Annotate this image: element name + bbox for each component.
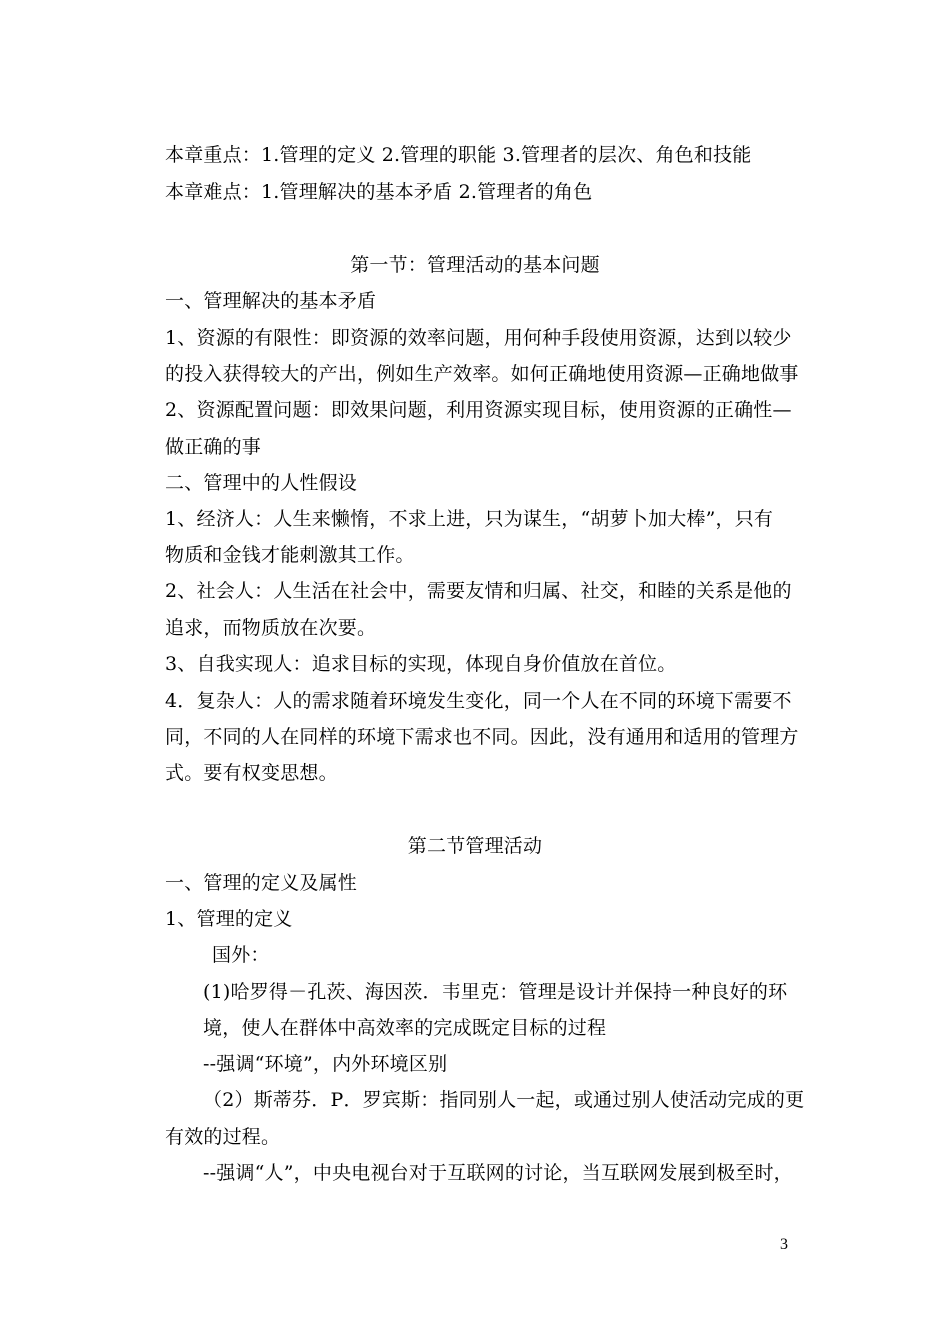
- definition-note: --强调“人”，中央电视台对于互联网的讨论，当互联网发展到极至时，: [203, 1162, 793, 1184]
- section2-subheading: 1、管理的定义: [165, 908, 293, 930]
- paragraph-line: 3、自我实现人：追求目标的实现，体现自身价值放在首位。: [165, 653, 677, 675]
- paragraph-line: 2、资源配置问题：即效果问题，利用资源实现目标，使用资源的正确性—: [165, 399, 792, 421]
- paragraph-line: 做正确的事: [165, 436, 262, 458]
- definition-line: (1)哈罗得－孔茨、海因茨．韦里克：管理是设计并保持一种良好的环: [203, 981, 788, 1003]
- paragraph-line: 追求，而物质放在次要。: [165, 617, 377, 639]
- paragraph-line: 2、社会人：人生活在社会中，需要友情和归属、社交，和睦的关系是他的: [165, 580, 792, 602]
- section1-heading1: 一、管理解决的基本矛盾: [165, 290, 377, 312]
- definition-note: --强调“环境”，内外环境区别: [203, 1053, 448, 1075]
- definition-line: 有效的过程。: [165, 1126, 281, 1148]
- page-number: 3: [780, 1236, 788, 1253]
- section1-heading2: 二、管理中的人性假设: [165, 472, 358, 494]
- definition-line: （2）斯蒂芬．P．罗宾斯：指同别人一起，或通过别人使活动完成的更: [203, 1089, 805, 1111]
- section2-heading1: 一、管理的定义及属性: [165, 872, 358, 894]
- paragraph-line: 物质和金钱才能刺激其工作。: [165, 544, 415, 566]
- difficult-points: 本章难点：1.管理解决的基本矛盾 2.管理者的角色: [165, 181, 593, 203]
- paragraph-line: 4．复杂人：人的需求随着环境发生变化，同一个人在不同的环境下需要不: [165, 690, 792, 712]
- paragraph-line: 同，不同的人在同样的环境下需求也不同。因此，没有通用和适用的管理方: [165, 726, 799, 748]
- paragraph-line: 式。要有权变思想。: [165, 762, 338, 784]
- key-points: 本章重点：1.管理的定义 2.管理的职能 3.管理者的层次、角色和技能: [165, 144, 752, 166]
- paragraph-line: 1、经济人：人生来懒惰，不求上进，只为谋生，“胡萝卜加大棒”，只有: [165, 508, 774, 530]
- definition-line: 境，使人在群体中高效率的完成既定目标的过程: [203, 1017, 607, 1039]
- section2-title: 第二节管理活动: [407, 835, 543, 857]
- section1-title: 第一节：管理活动的基本问题: [350, 254, 600, 276]
- foreign-label: 国外：: [212, 944, 270, 966]
- paragraph-line: 1、资源的有限性：即资源的效率问题，用何种手段使用资源，达到以较少: [165, 327, 792, 349]
- paragraph-line: 的投入获得较大的产出，例如生产效率。如何正确地使用资源—正确地做事: [165, 363, 799, 385]
